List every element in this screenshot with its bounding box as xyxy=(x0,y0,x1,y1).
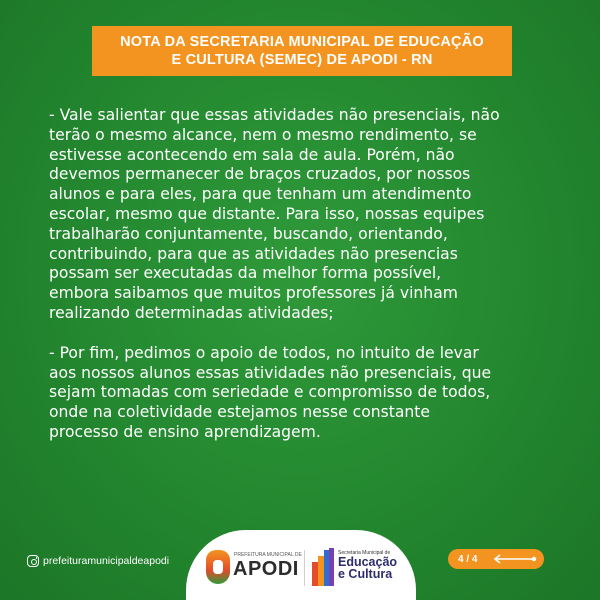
paragraph-line: escolar, mesmo que distante. Para isso, nossas equipes xyxy=(49,204,485,223)
social-handle-block[interactable] xyxy=(27,555,169,567)
semec-logo-small: Secretaria Municipal de xyxy=(338,550,391,556)
semec-book-icon xyxy=(312,548,334,586)
paragraph-line: trabalharão conjuntamente, buscando, orientando, xyxy=(49,224,448,243)
paragraph-line: processo de ensino aprendizagem. xyxy=(49,422,321,441)
logo-card xyxy=(186,530,416,600)
logo-divider xyxy=(304,550,305,586)
paragraph-line: terão o mesmo alcance, nem o mesmo rendimento, se xyxy=(49,125,477,144)
social-handle[interactable]: prefeituramunicipaldeapodi xyxy=(43,555,170,567)
paragraph-line: embora saibamos que muitos professores já vinham xyxy=(49,284,458,303)
apodi-logo xyxy=(206,544,302,596)
paragraph-2 xyxy=(49,344,569,443)
paragraph-line: contribuindo, para que as atividades não presencias xyxy=(49,244,458,263)
paragraph-line: realizando determinadas atividades; xyxy=(49,303,334,322)
header-banner xyxy=(92,26,512,76)
paragraph-line: - Por fim, pedimos o apoio de todos, no intuito de levar xyxy=(49,343,479,362)
paragraph-line: devemos permanecer de braços cruzados, por nossos xyxy=(49,165,471,184)
paragraph-line: possam ser executadas da melhor forma possível, xyxy=(49,264,442,283)
paragraph-line: alunos e para eles, para que tenham um atendimento xyxy=(49,185,472,204)
semec-logo-title xyxy=(338,556,397,580)
header-title-line-2: E CULTURA (SEMEC) DE APODI - RN xyxy=(171,52,433,68)
semec-logo xyxy=(312,544,412,596)
paragraph-line: sejam tomadas com seriedade e compromisso de todos, xyxy=(49,383,491,402)
paragraph-line: - Vale salientar que essas atividades não presenciais, não xyxy=(49,106,500,124)
paragraph-1 xyxy=(49,106,569,324)
semec-logo-line-1: Educação xyxy=(338,555,398,569)
paragraph-line: estivesse acontecendo em sala de aula. Porém, não xyxy=(49,145,455,164)
paragraph-line: onde na coletividade estejamos nesse constante xyxy=(49,403,431,422)
arrow-left-icon xyxy=(492,554,538,564)
header-title-line-1: NOTA DA SECRETARIA MUNICIPAL DE EDUCAÇÃO xyxy=(120,34,484,50)
note-body xyxy=(49,106,569,463)
apodi-emblem-icon xyxy=(206,550,230,584)
paragraph-line: aos nossos alunos essas atividades não presenciais, que xyxy=(49,363,492,382)
page-indicator: 4 / 4 xyxy=(458,553,478,565)
semec-logo-line-2: e Cultura xyxy=(338,567,393,581)
instagram-icon xyxy=(27,555,39,567)
apodi-logo-tagline: PREFEITURA MUNICIPAL DE xyxy=(234,552,302,558)
page-indicator-pill[interactable] xyxy=(448,549,544,569)
apodi-logo-name: APODI xyxy=(233,558,299,580)
